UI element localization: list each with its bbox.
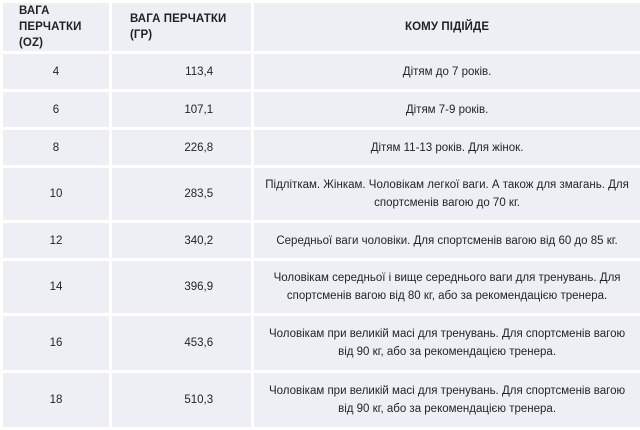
header-row [3,3,640,51]
cell-description: Дітям до 7 років. [254,54,640,89]
table-row [3,373,640,427]
table-body [3,54,640,427]
header-weight-gr-line1: ВАГА ПЕРЧАТКИ [129,13,227,25]
cell-weight-gr: 510,3 [112,373,254,427]
cell-description: Дітям 7-9 років. [254,92,640,127]
cell-weight-oz: 12 [3,223,112,258]
header-weight-oz [3,3,112,51]
table-row [3,316,640,370]
header-weight-oz-line1: ВАГА ПЕРЧАТКИ [19,5,82,33]
cell-weight-oz: 18 [3,373,112,427]
cell-weight-oz: 8 [3,130,112,165]
header-weight-gr-line2: (ГР) [129,29,153,41]
table-row [3,261,640,313]
cell-weight-gr: 396,9 [112,261,254,313]
cell-description: Чоловікам середньої і вище середнього ваги для тренувань. Для спортсменів вагою від 80 кг, або за рекомендацією тренера. [254,261,640,313]
cell-weight-oz: 6 [3,92,112,127]
cell-weight-oz: 16 [3,316,112,370]
cell-weight-oz: 10 [3,168,112,220]
cell-weight-gr: 283,5 [112,168,254,220]
cell-weight-gr: 107,1 [112,92,254,127]
cell-description: Дітям 11-13 років. Для жінок. [254,130,640,165]
header-weight-oz-line2: (OZ) [19,37,44,49]
cell-weight-gr: 113,4 [112,54,254,89]
cell-description: Підліткам. Жінкам. Чоловікам легкої ваги. А також для змагань. Для спортсменів вагою до 70 кг. [254,168,640,220]
cell-description: Чоловікам при великій масі для тренувань. Для спортсменів вагою від 90 кг, або за рекомендацією тренера. [254,373,640,427]
table-header [3,3,640,51]
cell-description: Середньої ваги чоловіки. Для спортсменів вагою від 60 до 85 кг. [254,223,640,258]
cell-weight-oz: 4 [3,54,112,89]
cell-weight-gr: 340,2 [112,223,254,258]
table-row [3,130,640,165]
cell-weight-gr: 453,6 [112,316,254,370]
table-row [3,223,640,258]
cell-description: Чоловікам при великій масі для тренувань. Для спортсменів вагою від 90 кг, або за рекомендацією тренера. [254,316,640,370]
glove-weight-table [3,0,640,430]
table-row [3,92,640,127]
cell-weight-oz: 14 [3,261,112,313]
header-weight-gr [112,3,254,51]
table-row [3,54,640,89]
table-row [3,168,640,220]
header-suitable-for: КОМУ ПІДІЙДЕ [254,3,640,51]
cell-weight-gr: 226,8 [112,130,254,165]
